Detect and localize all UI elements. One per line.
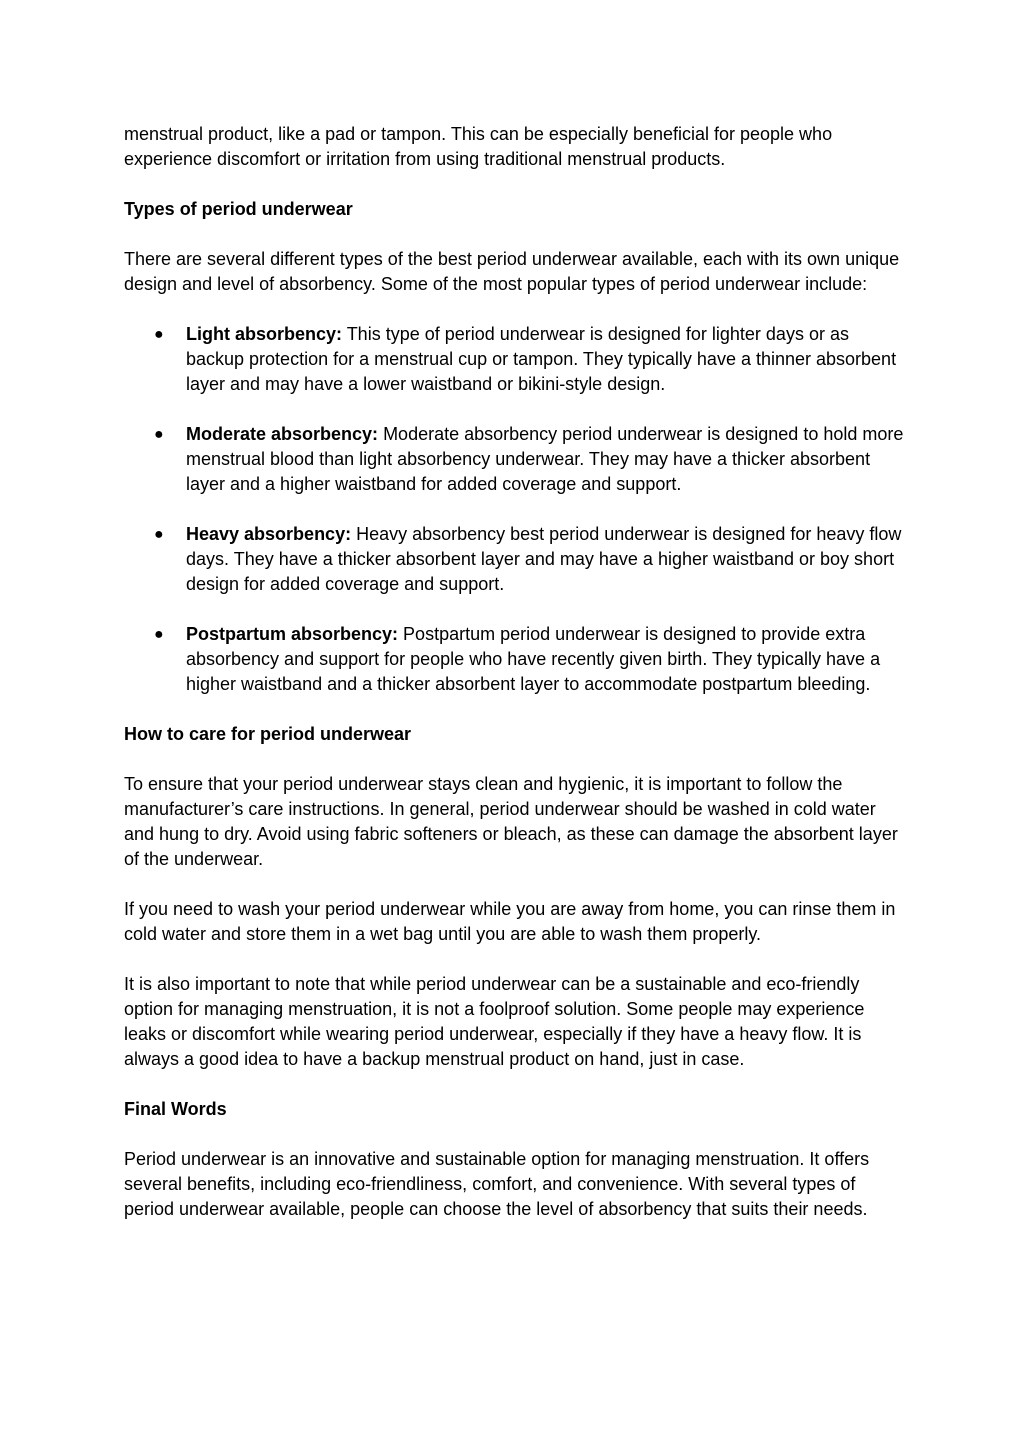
care-paragraph-3: It is also important to note that while period underwear can be a sustainable and eco-friendly option for managing menstruation, it is not a foolproof solution. Some people may experience leaks or discomfort while wearing period underwear, especially if they have a heavy flow. It is always a good idea to have a backup menstrual product on hand, just in case. — [124, 974, 865, 1069]
list-item-text: Moderate absorbency period underwear is designed to hold more menstrual blood than light absorbency underwear. They may have a thicker absorbent layer and a higher waistband for added coverage and support. — [186, 424, 904, 494]
care-paragraph-1: To ensure that your period underwear stays clean and hygienic, it is important to follow the manufacturer’s care instructions. In general, period underwear should be washed in cold water and hung to dry. Avoid using fabric softeners or bleach, as these can damage the absorbent layer of the underwear. — [124, 774, 898, 869]
list-item-text: Heavy absorbency best period underwear is designed for heavy flow days. They have a thicker absorbent layer and may have a higher waistband or boy short design for added coverage and support. — [186, 524, 902, 594]
document-page — [124, 122, 904, 1247]
final-heading: Final Words — [124, 1099, 227, 1119]
types-heading: Types of period underwear — [124, 199, 353, 219]
absorbency-list — [124, 322, 904, 697]
types-intro-paragraph: There are several different types of the best period underwear available, each with its own unique design and level of absorbency. Some of the most popular types of period underwear include: — [124, 249, 900, 294]
bullet-icon: ● — [154, 526, 164, 543]
bullet-icon: ● — [154, 626, 164, 643]
list-item-term: Postpartum absorbency: — [186, 624, 399, 644]
list-item-text: This type of period underwear is designed for lighter days or as backup protection for a menstrual cup or tampon. They typically have a thinner absorbent layer and may have a lower waistband or bikini-style design. — [186, 324, 897, 394]
final-paragraph: Period underwear is an innovative and sustainable option for managing menstruation. It offers several benefits, including eco-friendliness, comfort, and convenience. With several types of period underwear available, people can choose the level of absorbency that suits their needs. — [124, 1149, 870, 1219]
list-item-term: Light absorbency: — [186, 324, 343, 344]
list-item-heavy — [124, 522, 904, 597]
list-item-light — [124, 322, 904, 397]
list-item-text: Postpartum period underwear is designed to provide extra absorbency and support for people who have recently given birth. They typically have a higher waistband and a thicker absorbent layer to accommodate postpartum bleeding. — [186, 624, 881, 694]
intro-tail-paragraph: menstrual product, like a pad or tampon. This can be especially beneficial for people who experience discomfort or irritation from using traditional menstrual products. — [124, 124, 833, 169]
bullet-icon: ● — [154, 326, 164, 343]
care-paragraph-2: If you need to wash your period underwear while you are away from home, you can rinse them in cold water and store them in a wet bag until you are able to wash them properly. — [124, 899, 896, 944]
list-item-moderate — [124, 422, 904, 497]
list-item-term: Heavy absorbency: — [186, 524, 352, 544]
list-item-term: Moderate absorbency: — [186, 424, 379, 444]
bullet-icon: ● — [154, 426, 164, 443]
care-heading: How to care for period underwear — [124, 724, 412, 744]
list-item-postpartum — [124, 622, 904, 697]
